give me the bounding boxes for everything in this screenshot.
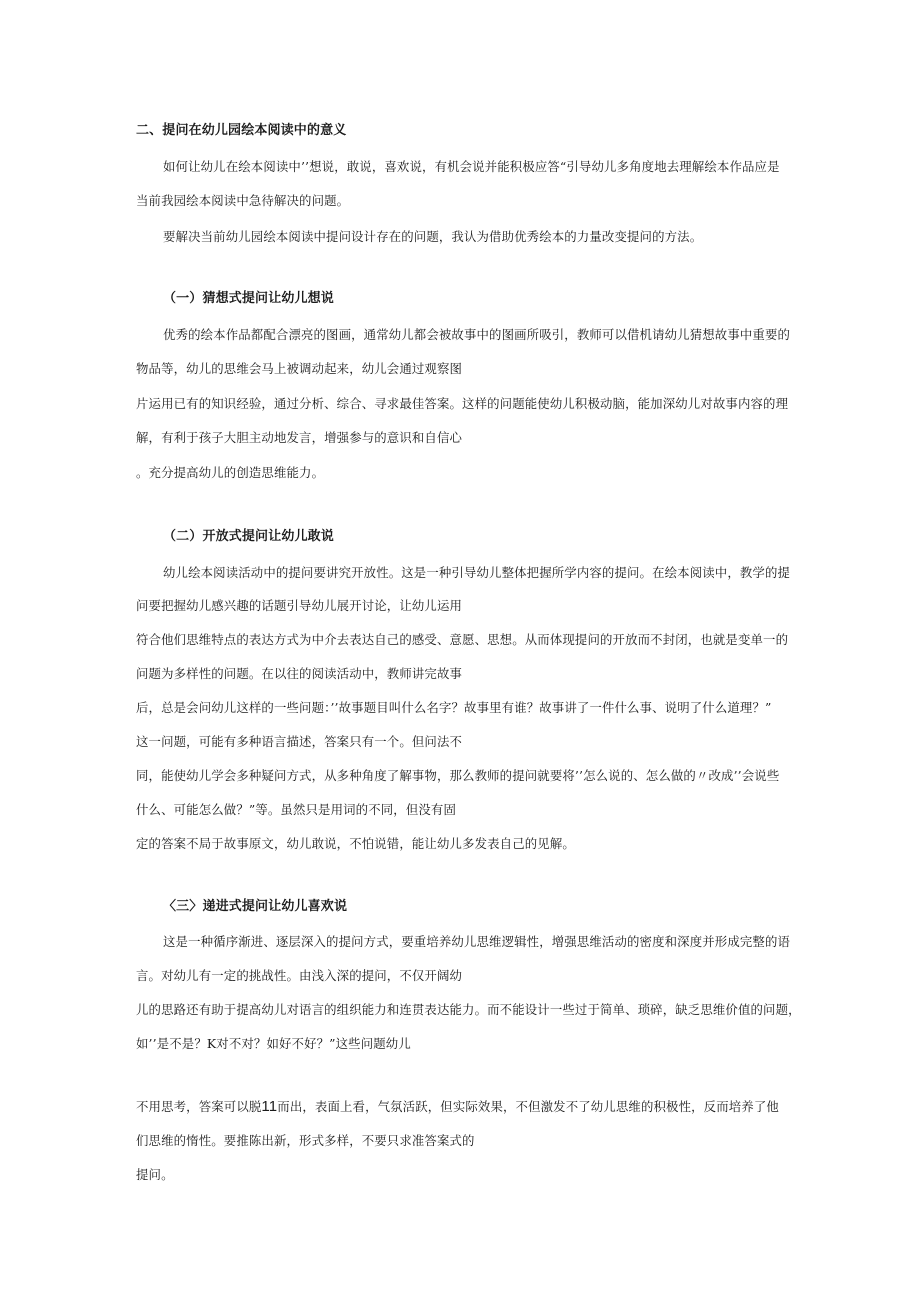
part2-line: 后，总是会问幼儿这样的一些问题：’’故事题目叫什么名字？故事里有谁？故事讲了一件什么事、说明了什么道理？” [136, 700, 772, 715]
part2-line: 这一问题，可能有多种语言描述，答案只有一个。但问法不 [136, 734, 463, 749]
section-title: 二、提问在幼儿园绘本阅读中的意义 [136, 123, 347, 138]
part3-line: 如’’是不是？K对不对？如好不好？”这些问题幼儿 [136, 1036, 411, 1051]
part1-line: 片运用已有的知识经验，通过分析、综合、寻求最佳答案。这样的问题能使幼儿积极动脑，能加深幼儿对故事内容的理 [136, 396, 789, 411]
intro-line: 如何让幼儿在绘本阅读中’’想说，敢说，喜欢说，有机会说并能积极应答“引导幼儿多角度地去理解绘本作品应是 [163, 159, 780, 174]
part3-line: 们思维的惰性。要推陈出新，形式多样，不要只求准答案式的 [136, 1133, 475, 1148]
part3-heading: 〈三〉递进式提问让幼儿喜欢说 [163, 899, 348, 914]
part3-tail-number: 11 [261, 1098, 278, 1115]
part2-line: 符合他们思维特点的表达方式为中介去表达自己的感受、意愿、思想。从而体现提问的开放而不封闭，也就是变单一的 [136, 632, 789, 647]
part2-line: 问题为多样性的问题。在以往的阅读活动中，教师讲完故事 [136, 666, 463, 681]
part1-line: 。充分提高幼儿的创造思维能力。 [136, 465, 325, 480]
intro-line: 当前我园绘本阅读中急待解决的问题。 [136, 193, 350, 208]
part2-heading: （二）开放式提问让幼儿敢说 [163, 529, 334, 544]
part1-line: 优秀的绘本作品都配合漂亮的图画，通常幼儿都会被故事中的图画所吸引，教师可以借机请幼儿猜想故事中重要的 [163, 327, 791, 342]
part3-tail-pre: 不用思考，答案可以脱 [136, 1099, 262, 1114]
part3-line: 提问。 [136, 1167, 174, 1182]
intro-line: 要解决当前幼儿园绘本阅读中提问设计存在的问题，我认为借助优秀绘本的力量改变提问的方法。 [163, 229, 703, 244]
part2-line: 同，能使幼儿学会多种疑问方式，从多种角度了解事物，那么教师的提问就要将’’怎么说的、怎么做的〃改成’’会说些 [136, 768, 780, 783]
part2-line: 什么、可能怎么做？”等。虽然只是用词的不同，但没有固 [136, 802, 456, 817]
part3-tail-post: 而出，表面上看，气氛活跃，但实际效果，不但激发不了幼儿思维的积极性，反而培养了他 [277, 1099, 779, 1114]
part2-line: 定的答案不局于故事原文，幼儿敢说，不怕说错，能让幼儿多发表自己的见解。 [136, 836, 575, 851]
part3-line: 言。对幼儿有一定的挑战性。由浅入深的提问，不仅开阔幼 [136, 968, 463, 983]
part1-heading: （一）猜想式提问让幼儿想说 [163, 291, 334, 306]
part3-line: 儿的思路还有助于提高幼儿对语言的组织能力和连贯表达能力。而不能设计一些过于简单、琐碎，缺乏思维价值的问题， [136, 1002, 801, 1017]
part1-line: 物品等，幼儿的思维会马上被调动起来，幼儿会通过观察图 [136, 361, 463, 376]
part2-line: 问要把握幼儿感兴趣的话题引导幼儿展开讨论，让幼儿运用 [136, 598, 463, 613]
part1-line: 解，有利于孩子大胆主动地发言，增强参与的意识和自信心 [136, 430, 463, 445]
part2-line: 幼儿绘本阅读活动中的提问要讲究开放性。这是一种引导幼儿整体把握所学内容的提问。在绘本阅读中，教学的提 [163, 565, 791, 580]
part3-line: 这是一种循序渐进、逐层深入的提问方式，要重培养幼儿思维逻辑性，增强思维活动的密度和深度并形成完整的语 [163, 934, 791, 949]
part3-tail-line [136, 1099, 779, 1115]
